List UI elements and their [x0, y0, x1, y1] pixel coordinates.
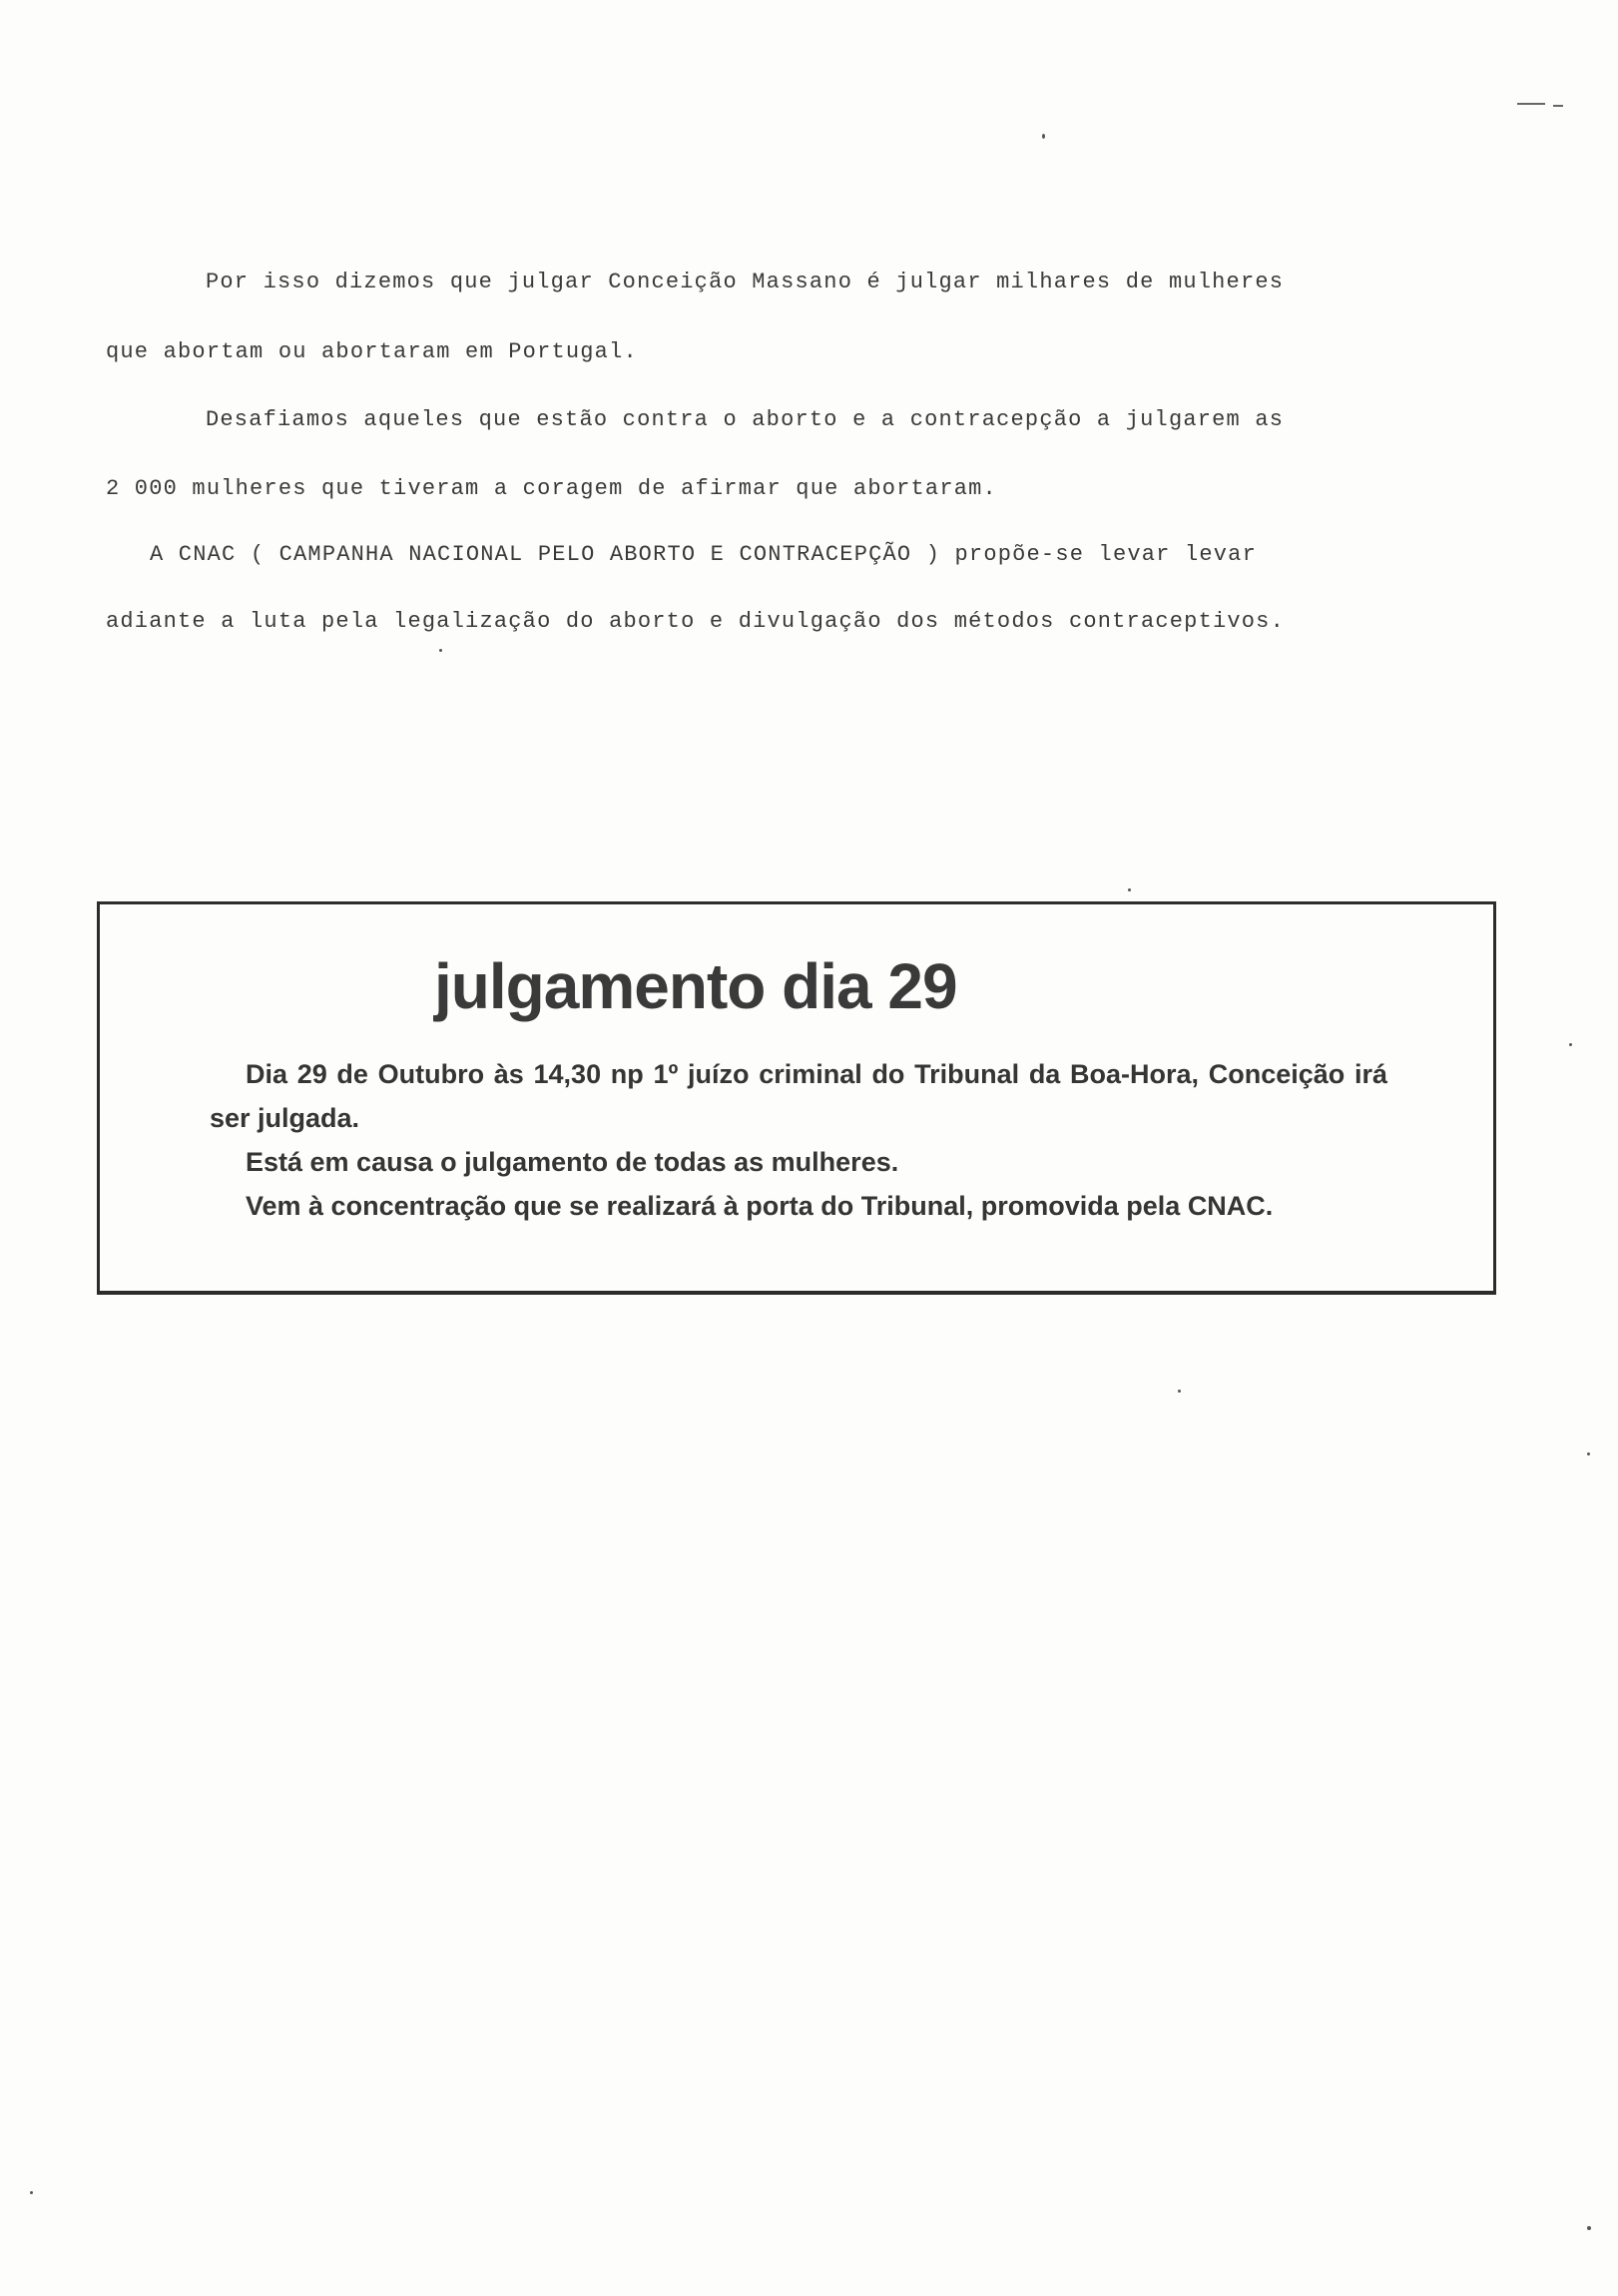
notice-paragraph-concentration: Vem à concentração que se realizará à porta do Tribunal, promovida pela CNAC. — [246, 1191, 1274, 1221]
scan-speck — [1042, 134, 1045, 139]
scan-speck — [439, 649, 442, 652]
typed-line-1: Por isso dizemos que julgar Conceição Massano é julgar milhares de mulheres — [206, 270, 1285, 294]
notice-paragraph-date: Dia 29 de Outubro às 14,30 np 1º juízo criminal do Tribunal da Boa-Hora, Conceição irá ser julgada. — [210, 1059, 1387, 1133]
notice-paragraph-cause: Está em causa o julgamento de todas as mulheres. — [246, 1147, 899, 1177]
scan-speck — [1569, 1043, 1572, 1046]
typed-line-3: Desafiamos aqueles que estão contra o aborto e a contracepção a julgarem as — [206, 407, 1285, 432]
notice-title: julgamento dia 29 — [434, 950, 957, 1022]
scan-speck — [1587, 1452, 1590, 1455]
scan-speck — [30, 2191, 33, 2194]
typed-line-5: A CNAC ( CAMPANHA NACIONAL PELO ABORTO E CONTRACEPÇÃO ) propõe-se levar levar — [150, 542, 1257, 567]
notice-body — [210, 1052, 1387, 1228]
scan-speck — [1128, 888, 1131, 891]
typed-line-2: que abortam ou abortaram em Portugal. — [106, 339, 638, 364]
scan-mark — [1517, 103, 1545, 105]
scan-speck — [1587, 2226, 1591, 2230]
scan-speck — [1178, 1390, 1181, 1393]
trial-notice-box — [97, 901, 1496, 1295]
scan-mark — [1553, 105, 1563, 107]
typed-line-4: 2 000 mulheres que tiveram a coragem de afirmar que abortaram. — [106, 476, 997, 501]
typed-line-6: adiante a luta pela legalização do aborto e divulgação dos métodos contraceptivos. — [106, 609, 1285, 634]
